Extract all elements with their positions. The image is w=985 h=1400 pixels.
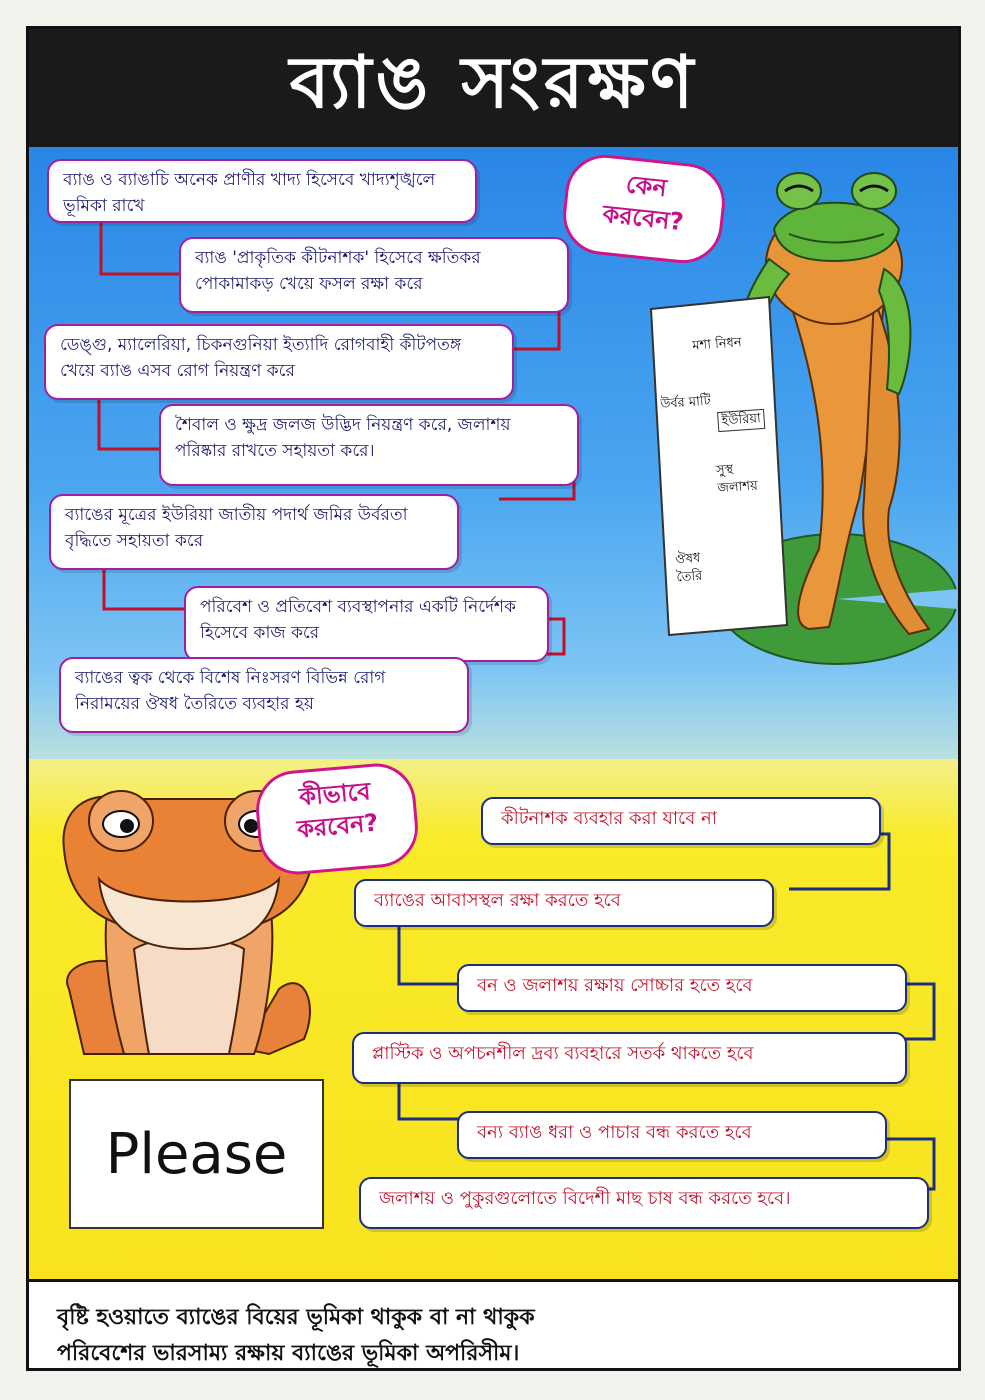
sign-tag-urea: ইউরিয়া: [717, 409, 765, 432]
sign-item-pond: সুস্থ জলাশয়: [715, 462, 759, 497]
page-title: ব্যাঙ সংরক্ষণ: [29, 29, 958, 147]
how-action-1: কীটনাশক ব্যবহার করা যাবে না: [481, 797, 881, 845]
how-bubble: কীভাবে করবেন?: [253, 760, 421, 878]
why-bubble: কেন করবেন?: [559, 151, 729, 267]
why-fact-3: ডেঙ্গু, ম্যালেরিয়া, চিকনগুনিয়া ইত্যাদি রোগবাহী কীটপতঙ্গ খেয়ে ব্যাঙ এসব রোগ নিয়ন্ত্রণ করে: [44, 324, 514, 400]
why-fact-4: শৈবাল ও ক্ষুদ্র জলজ উদ্ভিদ নিয়ন্ত্রণ করে, জলাশয় পরিষ্কার রাখতে সহায়তা করে।: [159, 404, 579, 486]
poster: [26, 26, 961, 1371]
how-action-3: বন ও জলাশয় রক্ষায় সোচ্চার হতে হবে: [457, 964, 907, 1012]
please-sign: Please: [69, 1079, 324, 1229]
how-action-2: ব্যাঙের আবাসস্থল রক্ষা করতে হবে: [354, 879, 774, 927]
how-action-4: প্লাস্টিক ও অপচনশীল দ্রব্য ব্যবহারে সতর্ক থাকতে হবে: [352, 1032, 907, 1084]
sign-items: [650, 310, 791, 628]
why-fact-1: ব্যাঙ ও ব্যাঙাচি অনেক প্রাণীর খাদ্য হিসেবে খাদ্যশৃঙ্খলে ভূমিকা রাখে: [47, 159, 477, 223]
why-fact-5: ব্যাঙের মূত্রের ইউরিয়া জাতীয় পদার্থ জমির উর্বরতা বৃদ্ধিতে সহায়তা করে: [49, 494, 459, 570]
sign-item-medicine: ঔষধ তৈরি: [674, 550, 703, 586]
why-fact-7: ব্যাঙের ত্বক থেকে বিশেষ নিঃসরণ বিভিন্ন রোগ নিরাময়ের ঔষধ তৈরিতে ব্যবহার হয়: [59, 657, 469, 733]
footer-line-1: বৃষ্টি হওয়াতে ব্যাঙের বিয়ের ভূমিকা থাকুক বা না থাকুক: [57, 1305, 535, 1330]
how-action-5: বন্য ব্যাঙ ধরা ও পাচার বন্ধ করতে হবে: [457, 1111, 887, 1159]
sign-item-soil: উর্বর মাটি: [659, 393, 712, 413]
footer-message: [29, 1279, 958, 1371]
sign-item-mosquito: মশা নিধন: [691, 335, 743, 354]
why-fact-2: ব্যাঙ 'প্রাকৃতিক কীটনাশক' হিসেবে ক্ষতিকর পোকামাকড় খেয়ে ফসল রক্ষা করে: [179, 237, 569, 313]
footer-line-2: পরিবেশের ভারসাম্য রক্ষায় ব্যাঙের ভূমিকা অপরিসীম।: [57, 1341, 520, 1366]
how-action-6: জলাশয় ও পুকুরগুলোতে বিদেশী মাছ চাষ বন্ধ করতে হবে।: [359, 1177, 929, 1229]
why-fact-6: পরিবেশ ও প্রতিবেশ ব্যবস্থাপনার একটি নির্দেশক হিসেবে কাজ করে: [184, 586, 549, 662]
